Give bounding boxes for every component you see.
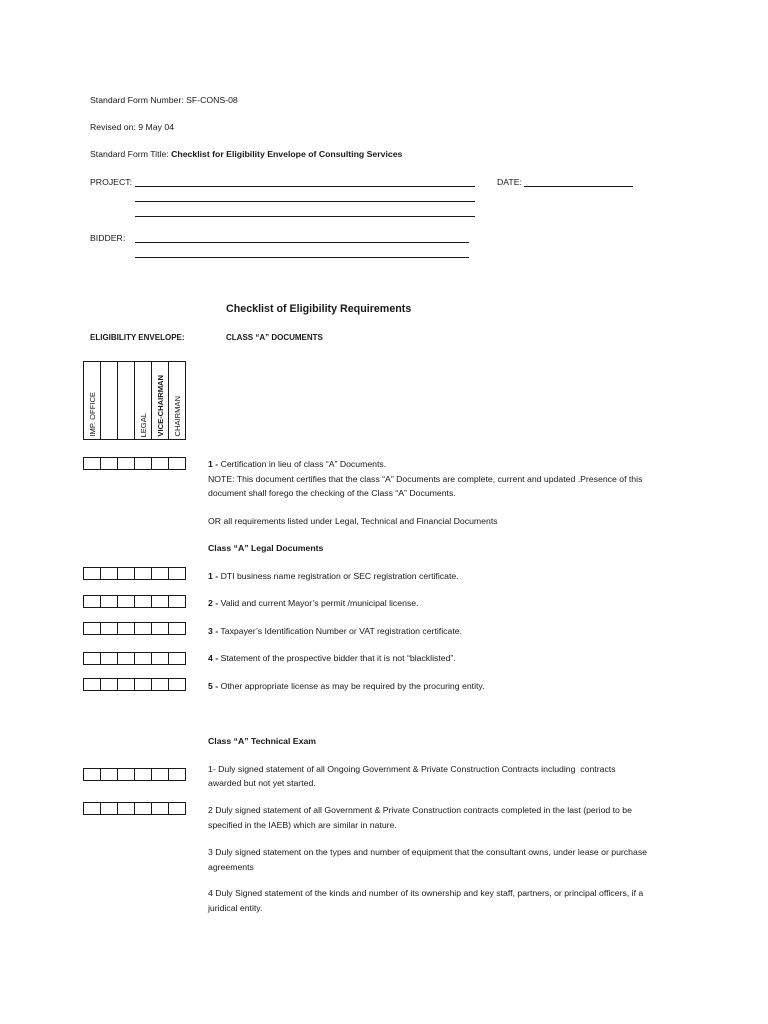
checkbox-row	[83, 457, 186, 470]
checkbox-cell	[168, 568, 185, 579]
signoff-column-header	[168, 362, 185, 439]
signoff-column-header	[117, 362, 134, 439]
form-title-line	[90, 148, 402, 160]
checkbox-cell	[168, 653, 185, 664]
checklist-title: Checklist of Eligibility Requirements	[226, 303, 412, 315]
checkbox-cell	[117, 458, 134, 469]
checkbox-cell	[168, 803, 185, 814]
checkbox-cell	[84, 769, 100, 780]
technical-item-line: 4 Duly Signed statement of the kinds and number of its ownership and key staff, partners, or principal officers, if a	[208, 888, 644, 898]
note-line: NOTE: This document certifies that the class “A” Documents are complete, current and updated .Presence of this	[208, 474, 643, 484]
checkbox-cell	[168, 623, 185, 634]
technical-item-line: agreements	[208, 862, 254, 872]
checkbox-cell	[100, 769, 117, 780]
checkbox-cell	[84, 679, 100, 690]
legal-item	[208, 597, 419, 609]
checkbox-cell	[84, 653, 100, 664]
checkbox-cell	[134, 458, 151, 469]
signoff-column-label: VICE-CHAIRMAN	[155, 375, 165, 437]
item-text: Valid and current Mayor’s permit /municipal license.	[220, 598, 419, 608]
technical-item-line: specified in the IAEB) which are similar in nature.	[208, 820, 397, 830]
revised-date: Revised on: 9 May 04	[90, 122, 175, 132]
item-number: 5 -	[208, 681, 219, 691]
project-blank-line	[135, 216, 475, 217]
checkbox-cell	[134, 769, 151, 780]
item-number: 1 -	[208, 571, 219, 581]
checkbox-cell	[151, 623, 168, 634]
checkbox-cell	[151, 596, 168, 607]
item-number: 2 -	[208, 598, 219, 608]
signoff-header-table	[83, 361, 186, 440]
checkbox-cell	[134, 653, 151, 664]
signoff-column-label: CHAIRMAN	[172, 396, 182, 437]
checkbox-row	[83, 567, 186, 580]
project-blank-line	[135, 186, 475, 187]
checkbox-cell	[168, 458, 185, 469]
note-line: document shall forego the checking of the Class “A” Documents.	[208, 488, 456, 498]
legal-item	[208, 680, 485, 692]
bidder-blank-line	[135, 242, 469, 243]
date-label: DATE:	[497, 177, 522, 187]
checkbox-cell	[151, 769, 168, 780]
checkbox-cell	[117, 568, 134, 579]
item-text: Other appropriate license as may be required by the procuring entity.	[220, 681, 485, 691]
bidder-blank-line	[135, 257, 469, 258]
checkbox-cell	[151, 568, 168, 579]
checkbox-row	[83, 652, 186, 665]
project-blank-line	[135, 201, 475, 202]
checkbox-cell	[84, 568, 100, 579]
technical-item-line: juridical entity.	[208, 903, 263, 913]
checkbox-cell	[134, 679, 151, 690]
item-text: DTI business name registration or SEC registration certificate.	[220, 571, 459, 581]
checkbox-cell	[117, 679, 134, 690]
checkbox-cell	[84, 623, 100, 634]
item-text: Certification in lieu of class “A” Documents.	[220, 459, 387, 469]
date-blank-line	[524, 186, 633, 187]
signoff-column-label: LEGAL	[138, 412, 148, 437]
checkbox-cell	[100, 596, 117, 607]
checkbox-row	[83, 622, 186, 635]
technical-item-line: 1- Duly signed statement of all Ongoing Government & Private Construction Contracts including contracts	[208, 764, 616, 774]
legal-heading: Class “A” Legal Documents	[208, 543, 324, 553]
checkbox-row	[83, 678, 186, 691]
class-label: CLASS “A” DOCUMENTS	[226, 333, 323, 342]
checkbox-cell	[151, 653, 168, 664]
checkbox-cell	[100, 568, 117, 579]
form-title-label: Standard Form Title:	[90, 149, 169, 159]
checkbox-cell	[100, 679, 117, 690]
checkbox-row	[83, 802, 186, 815]
checkbox-cell	[100, 653, 117, 664]
checkbox-cell	[134, 803, 151, 814]
signoff-column-header	[134, 362, 151, 439]
legal-item	[208, 652, 456, 664]
signoff-column-header	[151, 362, 168, 439]
checkbox-cell	[134, 623, 151, 634]
checkbox-row	[83, 768, 186, 781]
checkbox-cell	[100, 803, 117, 814]
checkbox-cell	[84, 458, 100, 469]
signoff-column-label: IMP. OFFICE	[87, 392, 97, 437]
certification-item	[208, 458, 386, 470]
checkbox-cell	[134, 568, 151, 579]
checkbox-cell	[117, 803, 134, 814]
form-title: Checklist for Eligibility Envelope of Consulting Services	[171, 149, 403, 159]
checkbox-cell	[134, 596, 151, 607]
checkbox-cell	[151, 803, 168, 814]
signoff-column-header	[84, 362, 100, 439]
checkbox-cell	[117, 653, 134, 664]
technical-item-line: awarded but not yet started.	[208, 778, 316, 788]
checkbox-cell	[84, 803, 100, 814]
legal-item	[208, 570, 459, 582]
item-text: Taxpayer’s Identification Number or VAT registration certificate.	[220, 626, 462, 636]
checkbox-cell	[168, 769, 185, 780]
envelope-label: ELIGIBILITY ENVELOPE:	[90, 333, 185, 342]
project-label: PROJECT:	[90, 177, 132, 187]
checkbox-cell	[168, 679, 185, 690]
item-number: 4 -	[208, 653, 219, 663]
alternative-text: OR all requirements listed under Legal, Technical and Financial Documents	[208, 516, 498, 526]
checkbox-cell	[84, 596, 100, 607]
checkbox-cell	[117, 769, 134, 780]
signoff-column-header	[100, 362, 117, 439]
checkbox-cell	[151, 679, 168, 690]
checkbox-cell	[151, 458, 168, 469]
checkbox-row	[83, 595, 186, 608]
checkbox-cell	[168, 596, 185, 607]
form-number: Standard Form Number: SF-CONS-08	[90, 95, 238, 105]
item-number: 1 -	[208, 459, 219, 469]
checkbox-cell	[100, 458, 117, 469]
technical-heading: Class “A” Technical Exam	[208, 736, 316, 746]
bidder-label: BIDDER:	[90, 233, 126, 243]
item-text: Statement of the prospective bidder that it is not “blacklisted”.	[220, 653, 456, 663]
checkbox-cell	[100, 623, 117, 634]
checkbox-cell	[117, 596, 134, 607]
legal-item	[208, 625, 462, 637]
item-number: 3 -	[208, 626, 219, 636]
checkbox-cell	[117, 623, 134, 634]
technical-item-line: 2 Duly signed statement of all Government & Private Construction contracts completed in the last (period to be	[208, 805, 632, 815]
technical-item-line: 3 Duly signed statement on the types and number of equipment that the consultant owns, under lease or purchase	[208, 847, 647, 857]
